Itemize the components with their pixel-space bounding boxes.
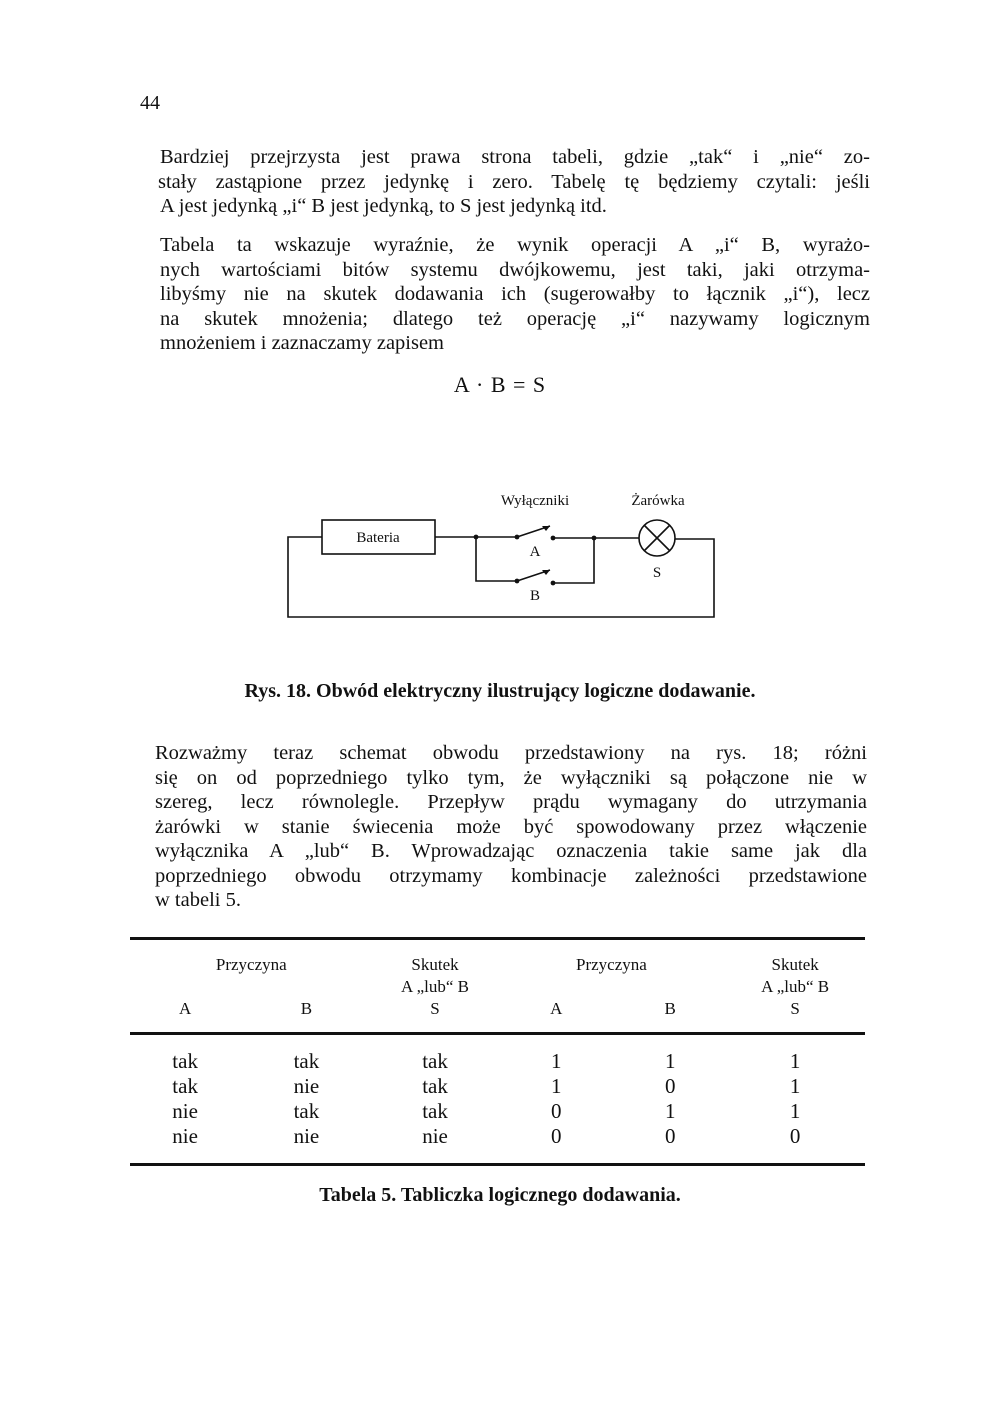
text-line: żarówki w stanie świecenia może być spowodowany przez włączenie [155, 815, 867, 838]
text-line: stały zastąpione przez jedynkę i zero. Tabelę tę będziemy czytali: jeśli [158, 170, 870, 193]
col-header-b: B [300, 999, 313, 1018]
header-effect-2: Skutek [771, 955, 819, 974]
col-header-s: S [430, 999, 440, 1018]
text-line: Tabela ta wskazuje wyraźnie, że wynik operacji A „i“ B, wyrażo- [160, 234, 870, 256]
cell: 1 [551, 1074, 562, 1098]
table-row [130, 1049, 865, 1074]
table-row [130, 1124, 865, 1149]
col-header-b: B [664, 999, 676, 1018]
header-cause-2: Przyczyna [576, 955, 647, 974]
col-header-s: S [790, 999, 800, 1018]
bulb-symbol-label: S [652, 565, 662, 581]
logic-table [130, 937, 865, 1166]
switch-b-label: B [529, 588, 541, 604]
table-header-rule [130, 1032, 865, 1035]
text-line: mnożeniem i zaznaczamy zapisem [160, 332, 445, 354]
cell: nie [422, 1124, 448, 1148]
cell: tak [422, 1074, 448, 1098]
page-number: 44 [140, 92, 160, 114]
cell: 1 [551, 1049, 562, 1073]
cell: 0 [664, 1124, 676, 1148]
battery-label: Bateria [356, 530, 400, 546]
cell: 1 [664, 1049, 676, 1073]
text-line: na skutek mnożenia; dlatego też operację „i“ nazywamy logicznym [160, 307, 870, 330]
text-line: libyśmy nie na skutek dodawania ich (sugerowałby to łącznik „i“), lecz [160, 283, 870, 305]
cell: tak [293, 1099, 320, 1123]
cell: tak [422, 1049, 448, 1073]
text-line: A jest jedynką „i“ B jest jedynką, to S jest jedynką itd. [160, 195, 607, 217]
cell: nie [293, 1124, 320, 1148]
cell: tak [172, 1074, 198, 1098]
cell: nie [293, 1074, 320, 1098]
text-line: w tabeli 5. [155, 889, 241, 911]
col-header-a: A [550, 999, 563, 1018]
cell: 0 [789, 1124, 801, 1148]
cell: tak [172, 1049, 198, 1073]
cell: nie [172, 1099, 198, 1123]
table-row [130, 1074, 865, 1099]
cell: 0 [664, 1074, 676, 1098]
text-line: poprzedniego obwodu otrzymamy kombinacje zależności przedstawione [155, 864, 867, 887]
subheader-or-2: A „lub“ B [761, 977, 830, 996]
paragraph-3 [155, 741, 867, 913]
formula: A · B = S [453, 372, 547, 397]
bulb-label: Żarówka [631, 493, 685, 509]
subheader-empty [497, 976, 725, 998]
text-line: nych wartościami bitów systemu dwójkowemu, jest taki, jaki otrzyma- [160, 258, 870, 281]
cell: 1 [789, 1074, 801, 1098]
paragraph-2 [160, 233, 870, 356]
header-effect-1: Skutek [411, 955, 459, 974]
cell: tak [422, 1099, 448, 1123]
text-line: wyłącznika A „lub“ B. Wprowadzając oznaczenia takie same jak dla [155, 840, 867, 862]
text-line: Rozważmy teraz schemat obwodu przedstawiony na rys. 18; różni [155, 742, 867, 764]
cell: 1 [789, 1049, 801, 1073]
cell: 0 [551, 1099, 562, 1123]
header-cause-1: Przyczyna [215, 955, 287, 974]
col-header-a: A [178, 999, 192, 1018]
subheader-empty [130, 976, 373, 998]
cell: 0 [551, 1124, 562, 1148]
circuit-diagram [270, 480, 730, 630]
text-line: szereg, lecz równolegle. Przepływ prądu wymagany do utrzymania [155, 791, 867, 813]
switch-a-label: A [529, 544, 541, 560]
table-bottom-rule [130, 1163, 865, 1166]
cell: nie [172, 1124, 198, 1148]
subheader-or-1: A „lub“ B [401, 977, 470, 996]
cell: 1 [789, 1099, 801, 1123]
figure-caption: Rys. 18. Obwód elektryczny ilustrujący logiczne dodawanie. [244, 680, 756, 702]
cell: tak [293, 1049, 320, 1073]
cell: 1 [664, 1099, 676, 1123]
text-line: Bardziej przejrzysta jest prawa strona tabeli, gdzie „tak“ i „nie“ zo- [160, 146, 870, 168]
switches-label: Wyłączniki [500, 493, 570, 509]
text-line: się on od poprzedniego tylko tym, że wyłączniki są połączone nie w [155, 766, 867, 789]
paragraph-1 [160, 145, 870, 219]
table-row [130, 1099, 865, 1124]
table-caption: Tabela 5. Tabliczka logicznego dodawania. [319, 1184, 681, 1206]
